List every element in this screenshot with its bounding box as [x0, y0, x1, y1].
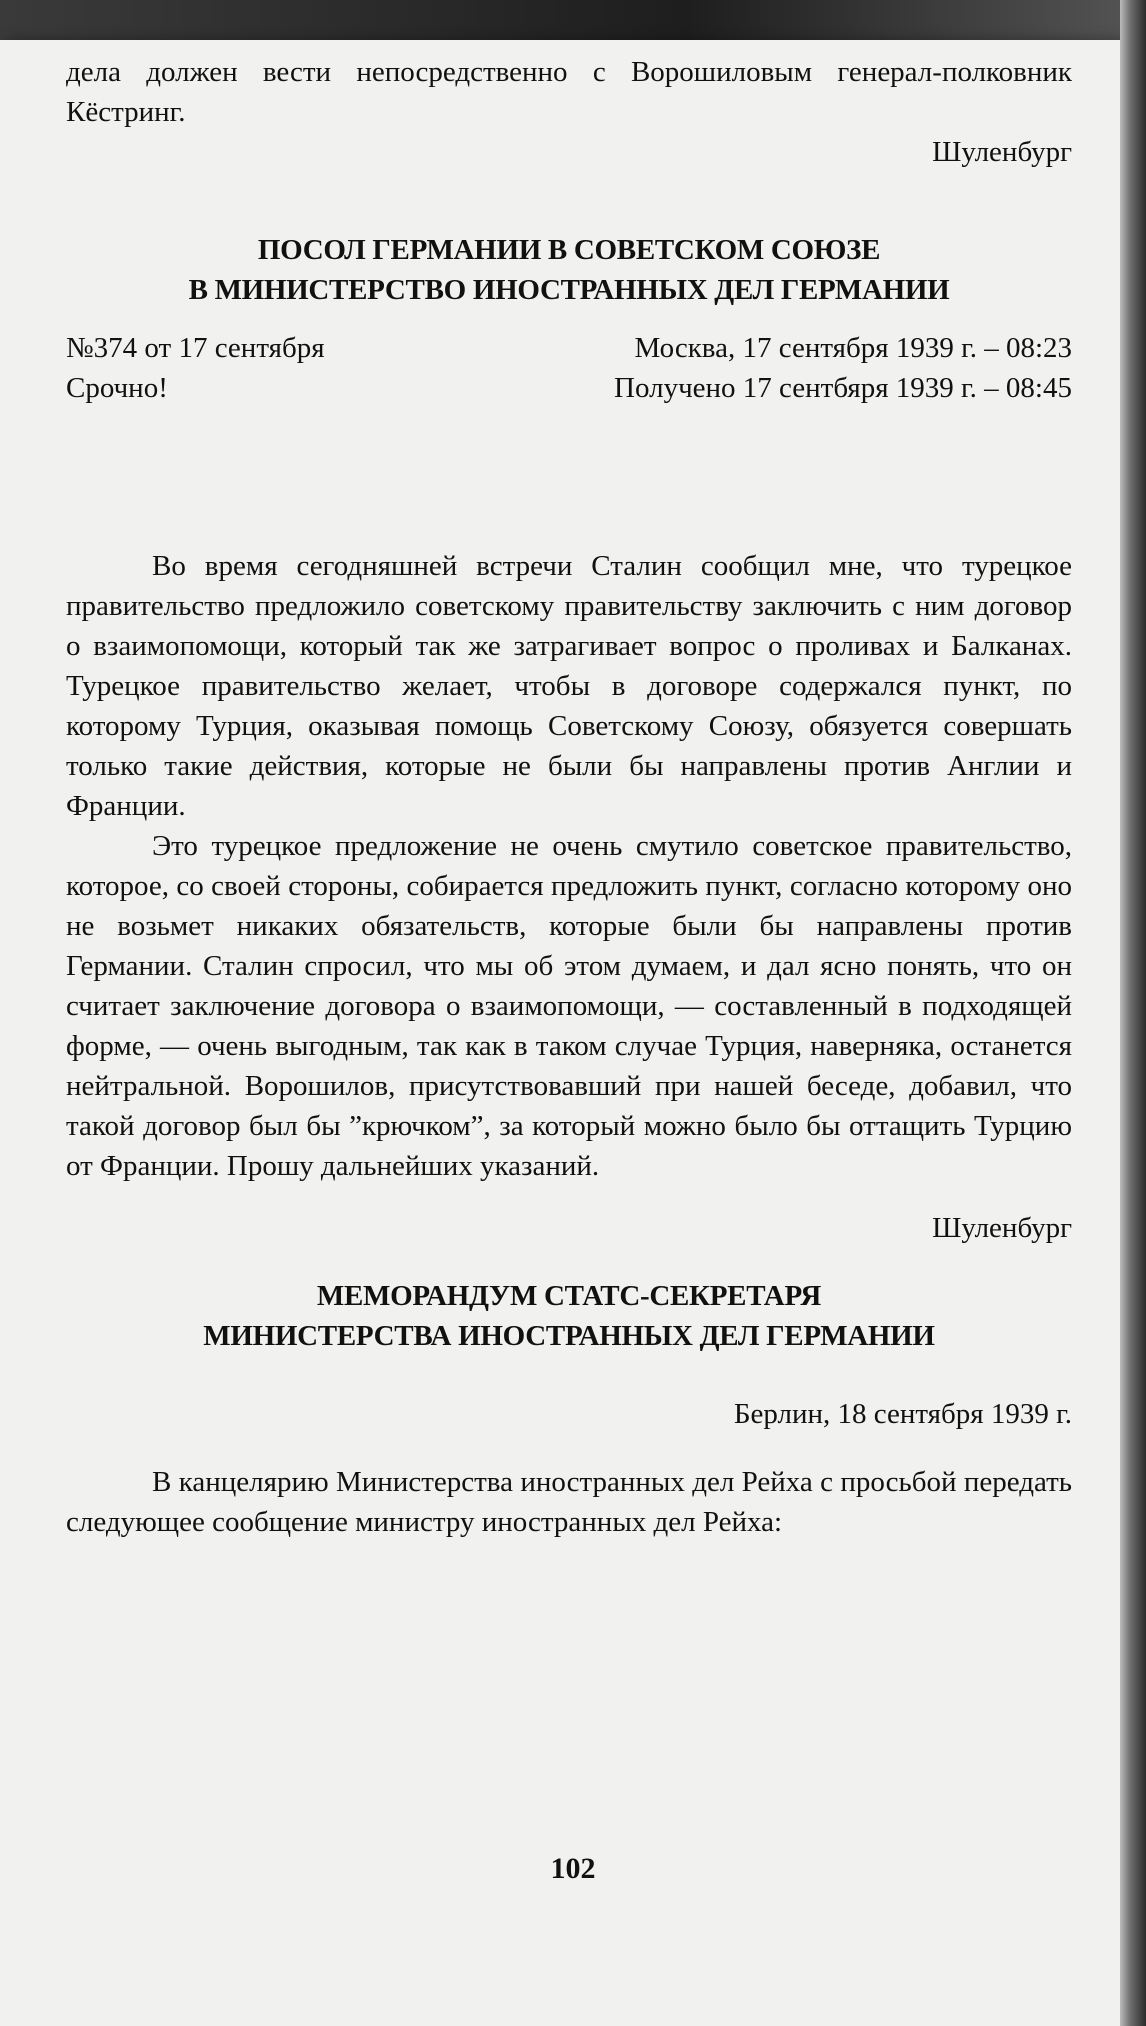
opening-paragraph: дела должен вести непосредственно с Ворошиловым генерал-полковник Кёстринг.	[66, 56, 1072, 128]
section1-heading-line1: ПОСОЛ ГЕРМАНИИ В СОВЕТСКОМ СОЮЗЕ	[257, 234, 881, 266]
document-page	[0, 40, 1120, 2026]
section1-meta-row1	[66, 328, 1072, 368]
section1-heading-line2: В МИНИСТЕРСТВО ИНОСТРАННЫХ ДЕЛ ГЕРМАНИИ	[188, 274, 950, 306]
scan-right-edge	[1120, 0, 1146, 2026]
urgency-mark: Срочно!	[66, 372, 168, 404]
section2-paragraph1: В канцелярию Министерства иностранных дел Рейха с просьбой передать следующее сообщение министру иностранных дел Рейха:	[66, 1466, 1072, 1538]
opening-signature: Шуленбург	[932, 136, 1072, 168]
section2-heading-line1: МЕМОРАНДУМ СТАТС-СЕКРЕТАРЯ	[316, 1280, 822, 1312]
section1-meta-row2	[66, 368, 1072, 408]
dispatch-place-date: Москва, 17 сентября 1939 г. – 08:23	[634, 332, 1072, 364]
section1-paragraph1: Во время сегодняшней встречи Сталин сообщил мне, что турецкое правительство предложило советскому правительству заключить с ним договор о взаимопомощи, который так же затрагивает вопрос о проливах и Балканах. Турецкое правительство желает, чтобы в договоре содержался пункт, по которому Турция, оказывая помощь Советскому Союзу, обязуется совершать только такие действия, которые не были бы направлены против Англии и Франции.	[66, 550, 1072, 822]
section1-signature: Шуленбург	[932, 1212, 1072, 1244]
section2-place-date: Берлин, 18 сентября 1939 г.	[733, 1398, 1072, 1430]
page-number: 102	[550, 1852, 596, 1885]
page-content	[66, 52, 1072, 1542]
section2-heading-line2: МИНИСТЕРСТВА ИНОСТРАННЫХ ДЕЛ ГЕРМАНИИ	[203, 1320, 935, 1352]
section1-paragraph2: Это турецкое предложение не очень смутило советское правительство, которое, со своей стороны, собирается предложить пункт, согласно которому оно не возьмет никаких обязательств, которые были бы направлены против Германии. Сталин спросил, что мы об этом думаем, и дал ясно понять, что он считает заключение договора о взаимопомощи, — составленный в подходящей форме, — очень выгодным, так как в таком случае Турция, наверняка, останется нейтральной. Ворошилов, присутствовавший при нашей беседе, добавил, что такой договор был бы ”крючком”, за который можно было бы оттащить Турцию от Франции. Прошу дальнейших указаний.	[66, 830, 1072, 1182]
received-date: Получено 17 сентбяря 1939 г. – 08:45	[614, 372, 1072, 404]
document-number: №374 от 17 сентября	[66, 332, 325, 364]
scan-top-edge	[0, 0, 1146, 40]
